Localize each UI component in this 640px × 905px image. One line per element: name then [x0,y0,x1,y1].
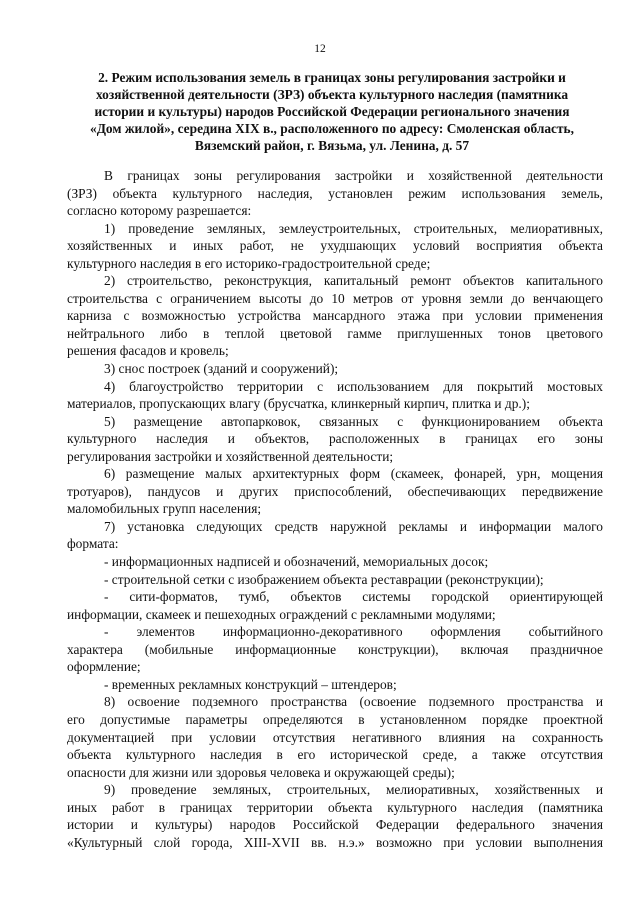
text-line: его допустимые параметры определяются в установленном порядке проектной [67,711,603,727]
text-line: строительства с ограничением высоты до 10 метров от уровня земли до венчающего [67,290,603,306]
text-line: согласно которому разрешается: [67,203,252,219]
text-line: 9) проведение земляных, строительных, мелиоративных, хозяйственных и [104,782,603,798]
text-line: 1) проведение земляных, землеустроительных, строительных, мелиоративных, [104,220,603,236]
text-line: маломобильных групп населения; [67,501,262,517]
text-line: 8) освоение подземного пространства (освоение подземного пространства и [104,694,603,710]
text-line: информации, скамеек и пешеходных ограждений с рекламными модулями; [67,606,496,622]
text-line: В границах зоны регулирования застройки и хозяйственной деятельности [104,168,603,183]
text-line: - информационных надписей и обозначений, мемориальных досок; [104,554,489,570]
heading-line: хозяйственной деятельности (ЗРЗ) объекта культурного наследия (памятника [95,87,569,102]
page-number: 12 [314,43,326,55]
heading-line: Вяземский район, г. Вязьма, ул. Ленина, д. 57 [194,138,470,153]
text-line: 6) размещение малых архитектурных форм (скамеек, фонарей, урн, мощения [104,466,603,482]
text-line: оформление; [67,659,141,675]
heading-line: истории и культуры) народов Российской Федерации регионального значения [94,104,570,119]
body-text [67,167,603,851]
text-line: формата: [67,536,119,552]
text-line: 4) благоустройство территории с использованием для покрытий мостовых [104,378,603,394]
text-line: культурного наследия и объектов, расположенных в границах его зоны [67,431,603,447]
text-line: 3) снос построек (зданий и сооружений); [104,361,339,377]
text-line: тротуаров), пандусов и других приспособлений, обеспечивающих передвижение [67,483,603,499]
text-line: материалов, пропускающих влагу (брусчатка, клинкерный кирпич, плитка и др.); [67,396,530,412]
text-line: хозяйственных и иных работ, не ухудшающих условий восприятия объекта [67,238,603,254]
text-line: объекта культурного наследия в его исторической среде, а также отсутствия [67,747,603,763]
heading-line: 2. Режим использования земель в границах зоны регулирования застройки и [98,70,566,85]
text-line: карниза с возможностью устройства мансардного этажа при условии применения [67,308,603,324]
text-line: - временных рекламных конструкций – штендеров; [104,676,397,692]
text-line: характера (мобильные информационные конструкции), включая праздничное [67,641,603,657]
heading-line: «Дом жилой», середина XIX в., расположенного по адресу: Смоленская область, [90,121,574,136]
text-line: 7) установка следующих средств наружной рекламы и информации малого [104,518,603,534]
text-line: - строительной сетки с изображением объекта реставрации (реконструкции); [104,571,544,587]
section-heading [62,69,602,154]
text-line: - сити-форматов, тумб, объектов системы городской ориентирующей [104,589,603,605]
text-line: опасности для жизни или здоровья человека и окружающей среды); [67,764,455,780]
text-line: культурного наследия в его историко-градостроительной среде; [67,255,431,271]
text-line: 5) размещение автопарковок, связанных с функционированием объекта [104,413,603,429]
text-line: - элементов информационно-декоративного оформления событийного [104,624,603,640]
text-line: иных работ в границах территории объекта культурного наследия (памятника [67,799,603,815]
text-line: регулирования застройки и хозяйственной деятельности; [67,448,394,464]
text-line: (ЗРЗ) объекта культурного наследия, установлен режим использования земель, [67,185,603,201]
text-line: истории и культуры) народов Российской Федерации федерального значения [67,817,603,833]
text-line: документацией при условии отсутствия негативного влияния на сохранность [67,729,603,745]
text-line: нейтрального либо в теплой цветовой гамме приглушенных тонов цветового [67,325,603,341]
text-line: «Культурный слой города, XIII-XVII вв. н.э.» возможно при условии выполнения [67,834,603,850]
text-line: 2) строительство, реконструкция, капитальный ремонт объектов капитального [104,273,603,289]
text-line: решения фасадов и кровель; [67,343,229,359]
